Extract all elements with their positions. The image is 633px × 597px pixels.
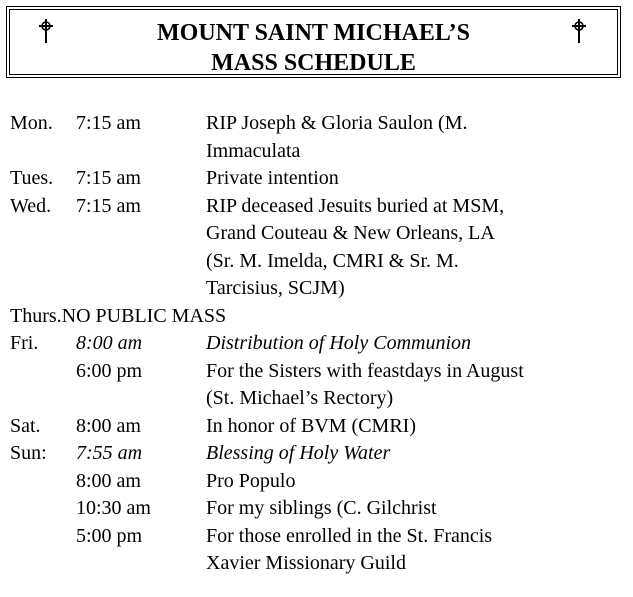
mass-time: 7:15 am: [76, 194, 141, 217]
schedule-row-saturday: [10, 413, 625, 441]
mass-intention: [206, 468, 616, 496]
header-box: [6, 6, 621, 78]
mass-time: 5:00 pm: [76, 524, 143, 547]
mass-time: 8:00 am: [76, 469, 141, 492]
intention-line: Distribution of Holy Communion: [206, 332, 472, 354]
mass-time: 8:00 am: [76, 414, 141, 437]
mass-intention: [206, 358, 616, 413]
mass-intention: [206, 495, 616, 523]
schedule-row-thursday: [10, 303, 625, 331]
intention-line: RIP deceased Jesuits buried at MSM,: [206, 194, 505, 217]
mass-intention: [206, 440, 616, 468]
intention-line: For those enrolled in the St. Francis: [206, 524, 493, 547]
mass-intention: [206, 110, 616, 165]
intention-line: Pro Populo: [206, 469, 296, 492]
intention-line: (Sr. M. Imelda, CMRI & Sr. M.: [206, 249, 459, 272]
schedule-row-monday: [10, 110, 625, 165]
mass-time: 8:00 am: [76, 332, 143, 354]
day-label: Sat.: [10, 414, 41, 437]
schedule-row-sunday: [10, 440, 625, 468]
intention-line: Immaculata: [206, 139, 301, 162]
intention-line: (St. Michael’s Rectory): [206, 387, 394, 409]
mass-schedule: [10, 110, 625, 578]
schedule-row-friday: [10, 330, 625, 358]
day-label: Thurs.: [10, 304, 62, 327]
intention-line: Private intention: [206, 167, 339, 189]
mass-time: 10:30 am: [76, 497, 151, 519]
intention-line: In honor of BVM (CMRI): [206, 414, 416, 437]
schedule-row-wednesday: [10, 193, 625, 303]
intention-line: Grand Couteau & New Orleans, LA: [206, 222, 495, 244]
day-label: Tues.: [10, 167, 54, 189]
schedule-row-sunday-2: [10, 468, 625, 496]
no-mass-note: NO PUBLIC MASS: [61, 304, 227, 327]
mass-intention: [206, 413, 616, 441]
intention-line: For my siblings (C. Gilchrist: [206, 497, 437, 519]
mass-time: 7:15 am: [76, 112, 141, 134]
mass-time: 7:15 am: [76, 167, 141, 189]
mass-intention: [206, 523, 616, 578]
day-label: Sun:: [10, 442, 47, 464]
mass-time: 7:55 am: [76, 442, 143, 464]
page-title-line1: MOUNT SAINT MICHAEL’S: [157, 20, 470, 46]
schedule-row-tuesday: [10, 165, 625, 193]
day-label: Wed.: [10, 194, 52, 217]
intention-line: For the Sisters with feastdays in August: [206, 359, 524, 382]
schedule-row-sunday-4: [10, 523, 625, 578]
intention-line: Xavier Missionary Guild: [206, 552, 406, 574]
schedule-row-friday-2: [10, 358, 625, 413]
mass-intention: [206, 193, 616, 303]
intention-line: Blessing of Holy Water: [206, 442, 391, 464]
mass-intention: [206, 165, 616, 193]
intention-line: Tarcisius, SCJM): [206, 277, 345, 299]
schedule-row-sunday-3: [10, 495, 625, 523]
cross-icon: [569, 18, 589, 44]
mass-intention: [206, 330, 616, 358]
day-label: Mon.: [10, 112, 53, 134]
page-title-line2: MASS SCHEDULE: [211, 50, 416, 76]
intention-line: RIP Joseph & Gloria Saulon (M.: [206, 112, 468, 134]
day-label: Fri.: [10, 332, 39, 354]
mass-time: 6:00 pm: [76, 359, 143, 382]
